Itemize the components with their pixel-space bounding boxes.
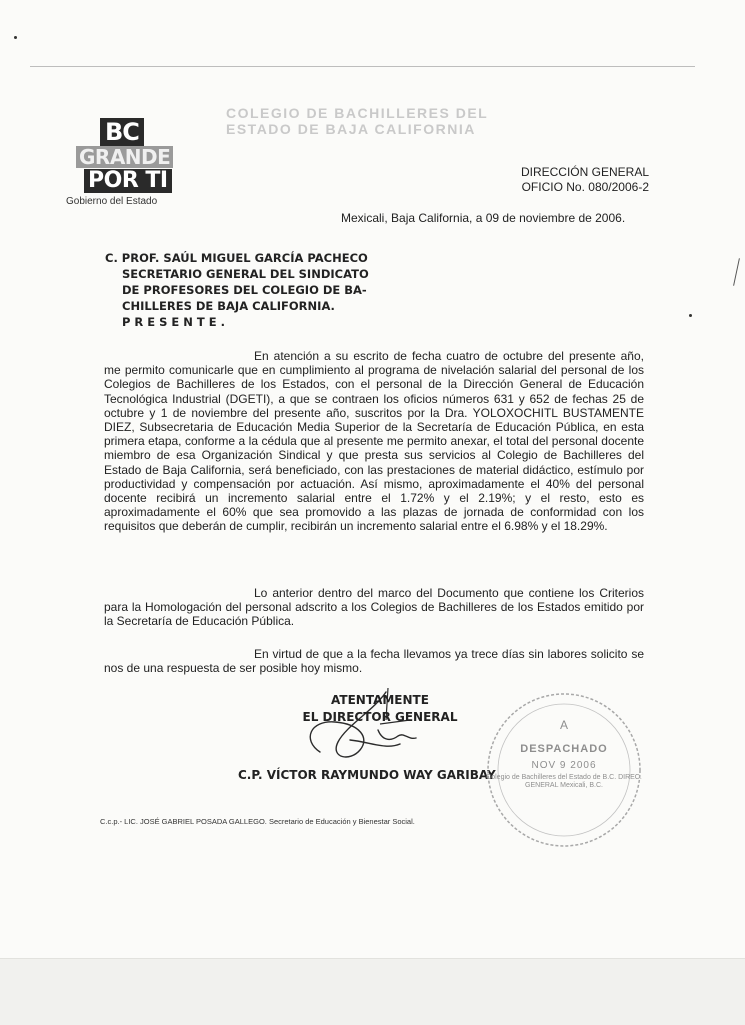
scan-speck <box>14 36 17 39</box>
letterhead-stamp <box>226 105 506 137</box>
scan-speck <box>689 314 692 317</box>
signer-name: C.P. VÍCTOR RAYMUNDO WAY GARIBAY <box>238 768 496 782</box>
header-reference <box>521 165 649 195</box>
margin-mark <box>733 258 740 286</box>
body-paragraph-2: Lo anterior dentro del marco del Documento que contiene los Criterios para la Homologación del personal adscrito a los Colegios de Bachilleres de los Estados emitido por la Secretaría de Educación Pública. <box>104 586 644 629</box>
stamp-organization: Colegio de Bachilleres del Estado de B.C. DIREC. GENERAL Mexicali, B.C. <box>486 774 642 789</box>
letterhead-stamp-line2: ESTADO DE BAJA CALIFORNIA <box>226 121 476 137</box>
logo-grande: GRANDE <box>76 146 173 168</box>
closing-title: EL DIRECTOR GENERAL <box>302 710 458 724</box>
body-paragraph-3: En virtud de que a la fecha llevamos ya trece días sin labores solicito se nos de una respuesta de ser posible hoy mismo. <box>104 647 644 676</box>
stamp-date: NOV 9 2006 <box>531 760 597 771</box>
logo-porti: POR TI <box>84 169 172 193</box>
stamp-mark: A <box>559 718 568 732</box>
addressee-presente: PRESENTE. <box>122 315 229 329</box>
logo-caption: Gobierno del Estado <box>66 196 158 207</box>
addressee-block <box>105 250 369 330</box>
body-paragraph-1: En atención a su escrito de fecha cuatro de octubre del presente año, me permito comunicarle que en cumplimiento al programa de nivelación salarial del personal de los Colegios de Bachilleres de los Estados, con el personal de la Dirección General de Educación Tecnológica Industrial (DGETI), a que se contraen los oficios números 631 y 652 de fechas 25 de octubre y 1 de noviembre del presente año, suscritos por la Dra. YOLOXOCHITL BUSTAMENTE DIEZ, Subsecretaria de Educación Media Superior de la Secretaría de Educación Pública, en esta primera etapa, conforme a la cédula que al presente me permito anexar, el total del personal docente miembro de esa Organización Sindical y que presta sus servicios al Colegio de Bachilleres del Estado de Baja California, será beneficiado, con las prestaciones de material didáctico, estímulo por productividad y compensación por actuación. Así mismo, aproximadamente el 40% del personal docente recibirá un incremento salarial entre el 1.72% y el 2.19%; y el resto, esto es aproximadamente el 60% que sea promovido a las plazas de jornada de conformidad con los requisitos que deberán de cumplir, recibirán un incremento salarial entre el 6.98% y el 18.29%. <box>104 349 644 534</box>
letterhead-stamp-line1: COLEGIO DE BACHILLERES DEL <box>226 105 489 121</box>
stamp-title: DESPACHADO <box>520 743 608 755</box>
scanner-bottom-edge <box>0 958 745 1025</box>
addressee-line: SECRETARIO GENERAL DEL SINDICATO <box>122 267 369 281</box>
addressee-line: CHILLERES DE BAJA CALIFORNIA. <box>122 299 335 313</box>
oficio-number: OFICIO No. 080/2006-2 <box>521 180 649 194</box>
carbon-copy-line: C.c.p.- LIC. JOSÉ GABRIEL POSADA GALLEGO. Secretario de Educación y Bienestar Social. <box>100 817 415 826</box>
department-label: DIRECCIÓN GENERAL <box>520 165 649 179</box>
government-logo <box>66 118 186 207</box>
closing-atentamente: ATENTAMENTE <box>331 693 429 707</box>
place-date: Mexicali, Baja California, a 09 de noviembre de 2006. <box>341 211 626 225</box>
scan-edge-line <box>30 66 695 67</box>
addressee-line: DE PROFESORES DEL COLEGIO DE BA- <box>122 283 367 297</box>
closing-block <box>280 692 480 726</box>
logo-bc: BC <box>100 118 144 146</box>
addressee-line: C. PROF. SAÚL MIGUEL GARCÍA PACHECO <box>105 251 368 265</box>
